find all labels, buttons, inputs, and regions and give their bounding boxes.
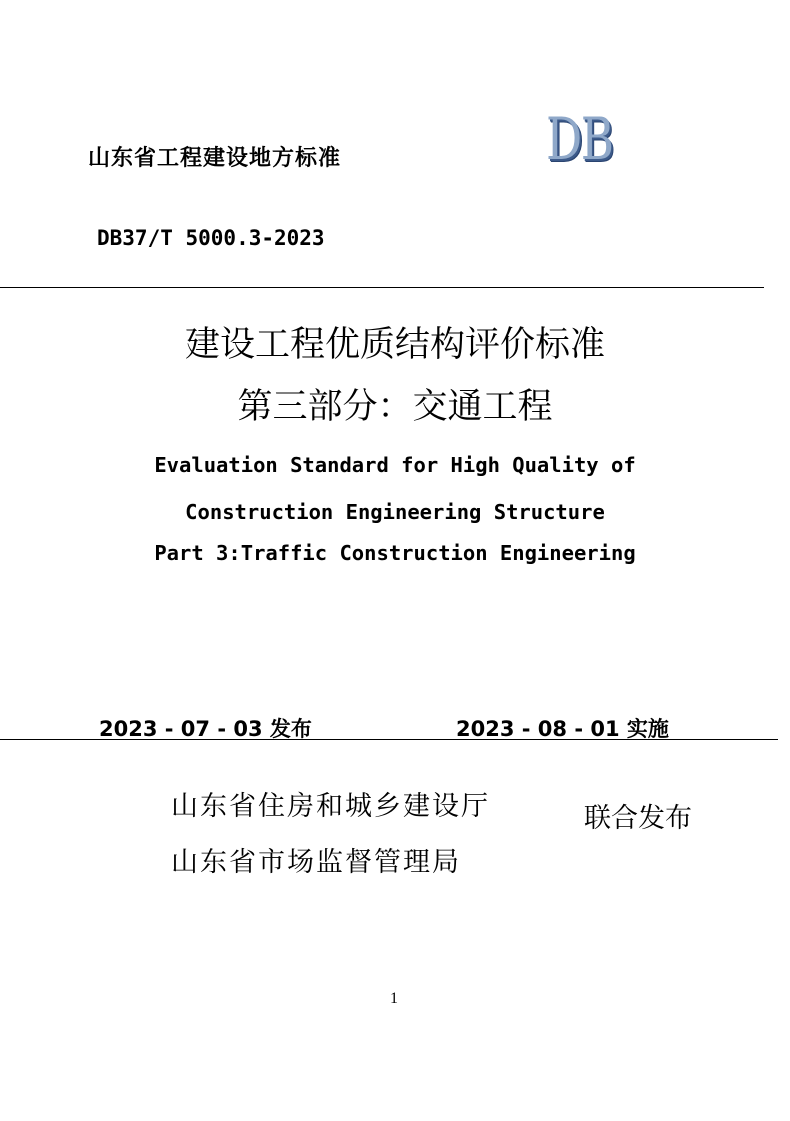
title-en-line-2: Construction Engineering Structure — [185, 500, 605, 524]
page-number: 1 — [390, 990, 398, 1007]
standard-type-label: 山东省工程建设地方标准 — [88, 146, 342, 171]
issuer-housing-department: 山东省住房和城乡建设厅 — [171, 791, 490, 822]
implementation-date: 2023 - 08 - 01 实施 — [456, 717, 669, 741]
standard-number: DB37/T 5000.3-2023 — [97, 226, 325, 250]
bottom-divider — [0, 739, 778, 740]
top-divider — [0, 287, 764, 288]
title-en-line-3: Part 3:Traffic Construction Engineering — [154, 541, 636, 565]
issuer-market-supervision: 山东省市场监督管理局 — [171, 847, 461, 878]
title-cn-line-2: 第三部分：交通工程 — [237, 387, 553, 427]
title-en-line-1: Evaluation Standard for High Quality of — [154, 453, 636, 477]
db-logo: DB — [546, 105, 613, 173]
joint-release-label: 联合发布 — [584, 803, 692, 834]
title-cn-line-1: 建设工程优质结构评价标准 — [184, 325, 605, 365]
release-date: 2023 - 07 - 03 发布 — [99, 717, 312, 741]
